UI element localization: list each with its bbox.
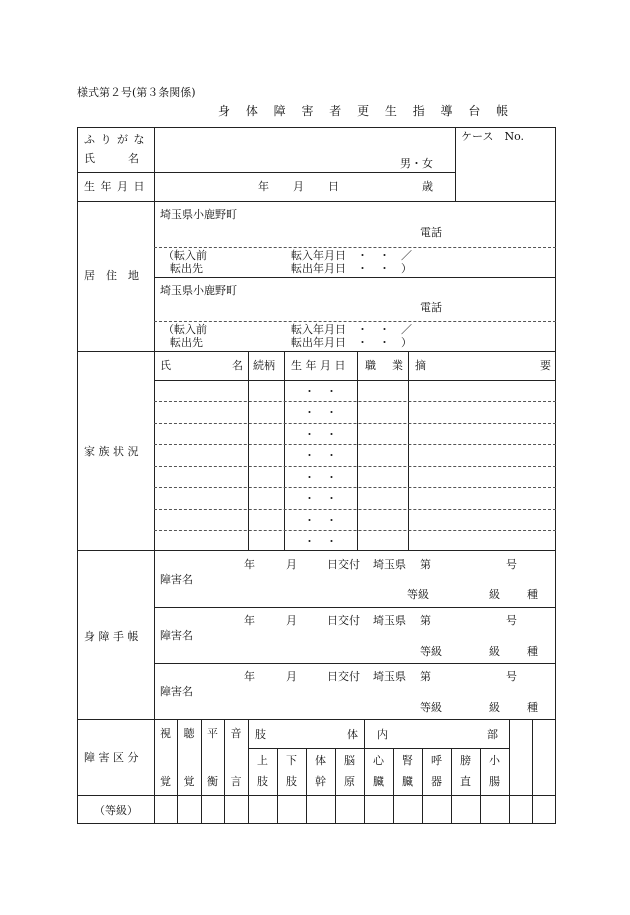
body-col-top: 小: [489, 754, 500, 767]
residence-label: 居 住 地: [84, 269, 139, 282]
body-col-bottom: 臓: [402, 775, 413, 788]
handbook-disability: 障害名: [160, 685, 193, 698]
handbook-year: 年: [244, 670, 255, 683]
body-header-body: 体: [347, 728, 358, 741]
family-header-birth: 生 年 月 日: [291, 359, 346, 372]
body-col-top: 体: [315, 754, 326, 767]
body-col-bottom: 腸: [489, 775, 500, 788]
birth-day: 日: [328, 180, 339, 193]
move-out-dest-1: 転出先: [170, 262, 203, 275]
birthdate-label: 生 年 月 日: [84, 180, 146, 193]
move-out-date-1[interactable]: 転出年月日 ・ ・ ）: [291, 262, 412, 275]
residence-phone-2[interactable]: 電話: [420, 301, 442, 314]
classification-label: 障 害 区 分: [84, 751, 139, 764]
handbook-grade: 等級: [407, 588, 429, 601]
handbook-shu: 種: [527, 701, 538, 714]
sense-col-bottom: 衡: [207, 775, 218, 788]
body-col-bottom: 肢: [286, 775, 297, 788]
handbook-grade: 等級: [420, 701, 442, 714]
gender-field[interactable]: 男・女: [400, 157, 433, 170]
form-number: 様式第２号(第３条関係): [77, 86, 196, 99]
sense-col-bottom: 覚: [160, 775, 171, 788]
family-row-birth[interactable]: ・ ・: [304, 385, 337, 398]
grade-row-label: （等級）: [94, 804, 138, 817]
handbook-shu: 種: [527, 588, 538, 601]
handbook-issued: 日交付: [327, 670, 360, 683]
move-in-date-2[interactable]: 転入年月日 ・ ・ ／: [291, 323, 412, 336]
body-col-top: 膀: [460, 754, 471, 767]
body-header-internal: 内: [377, 728, 388, 741]
family-header-relation: 続柄: [253, 359, 275, 372]
handbook-shu: 種: [527, 645, 538, 658]
birth-month: 月: [293, 180, 304, 193]
body-col-bottom: 器: [431, 775, 442, 788]
handbook-grade: 等級: [420, 645, 442, 658]
handbook-no-2: 号: [506, 614, 517, 627]
handbook-issued: 日交付: [327, 558, 360, 571]
body-col-bottom: 原: [344, 775, 355, 788]
handbook-month: 月: [286, 614, 297, 627]
handbook-issued: 日交付: [327, 614, 360, 627]
case-no-divider: [455, 127, 456, 201]
move-in-before-1: （転入前: [163, 249, 207, 262]
body-col-bottom: 肢: [257, 775, 268, 788]
body-header-part: 部: [487, 728, 498, 741]
sense-col-top: 視: [160, 727, 171, 740]
body-col-top: 心: [373, 754, 384, 767]
handbook-year: 年: [244, 614, 255, 627]
name-label: 氏 名: [84, 152, 139, 165]
page-title: 身 体 障 害 者 更 生 指 導 台 帳: [218, 104, 515, 118]
residence-phone-1[interactable]: 電話: [420, 226, 442, 239]
family-label: 家 族 状 況: [84, 445, 139, 458]
handbook-no-1: 第: [420, 558, 431, 571]
body-col-top: 腎: [402, 754, 413, 767]
family-row-birth[interactable]: ・ ・: [304, 535, 337, 548]
family-header-note-2: 要: [540, 359, 551, 372]
family-row-birth[interactable]: ・ ・: [304, 449, 337, 462]
case-no-label: ケース No.: [461, 130, 525, 143]
handbook-month: 月: [286, 558, 297, 571]
handbook-month: 月: [286, 670, 297, 683]
sense-col-top: 平: [207, 727, 218, 740]
handbook-pref: 埼玉県: [373, 558, 406, 571]
handbook-disability: 障害名: [160, 629, 193, 642]
sense-col-bottom: 言: [230, 775, 242, 788]
move-in-before-2: （転入前: [163, 323, 207, 336]
family-row-birth[interactable]: ・ ・: [304, 406, 337, 419]
sense-col-top: 音: [230, 727, 242, 740]
family-row-birth[interactable]: ・ ・: [304, 492, 337, 505]
handbook-no-2: 号: [506, 558, 517, 571]
move-out-date-2[interactable]: 転出年月日 ・ ・ ）: [291, 336, 412, 349]
body-col-top: 下: [286, 754, 297, 767]
body-col-top: 呼: [431, 754, 442, 767]
move-out-dest-2: 転出先: [170, 336, 203, 349]
handbook-kyu: 級: [489, 701, 500, 714]
residence-address-1[interactable]: 埼玉県小鹿野町: [160, 208, 237, 221]
sense-col-bottom: 覚: [183, 775, 195, 788]
handbook-kyu: 級: [489, 645, 500, 658]
birth-year: 年: [258, 180, 269, 193]
family-row-birth[interactable]: ・ ・: [304, 428, 337, 441]
body-col-top: 上: [257, 754, 268, 767]
family-header-name-2: 名: [232, 359, 243, 372]
family-header-note-1: 摘: [415, 359, 426, 372]
body-col-bottom: 直: [460, 775, 471, 788]
body-col-top: 脳: [344, 754, 355, 767]
body-col-bottom: 幹: [315, 775, 326, 788]
body-header-limb: 肢: [255, 728, 266, 741]
handbook-kyu: 級: [489, 588, 500, 601]
handbook-no-2: 号: [506, 670, 517, 683]
handbook-no-1: 第: [420, 670, 431, 683]
handbook-label: 身 障 手 帳: [84, 630, 139, 643]
handbook-pref: 埼玉県: [373, 614, 406, 627]
handbook-no-1: 第: [420, 614, 431, 627]
handbook-disability: 障害名: [160, 573, 193, 586]
family-row-birth[interactable]: ・ ・: [304, 514, 337, 527]
handbook-pref: 埼玉県: [373, 670, 406, 683]
residence-address-2[interactable]: 埼玉県小鹿野町: [160, 284, 237, 297]
family-row-birth[interactable]: ・ ・: [304, 471, 337, 484]
family-header-name-1: 氏: [160, 359, 171, 372]
family-header-job-1: 職: [365, 359, 376, 372]
sense-col-top: 聴: [183, 727, 195, 740]
family-header-job-2: 業: [392, 359, 403, 372]
furigana-label: ふ り が な: [84, 133, 146, 146]
move-in-date-1[interactable]: 転入年月日 ・ ・ ／: [291, 249, 412, 262]
body-col-bottom: 臓: [373, 775, 384, 788]
handbook-year: 年: [244, 558, 255, 571]
age: 歳: [422, 180, 433, 193]
